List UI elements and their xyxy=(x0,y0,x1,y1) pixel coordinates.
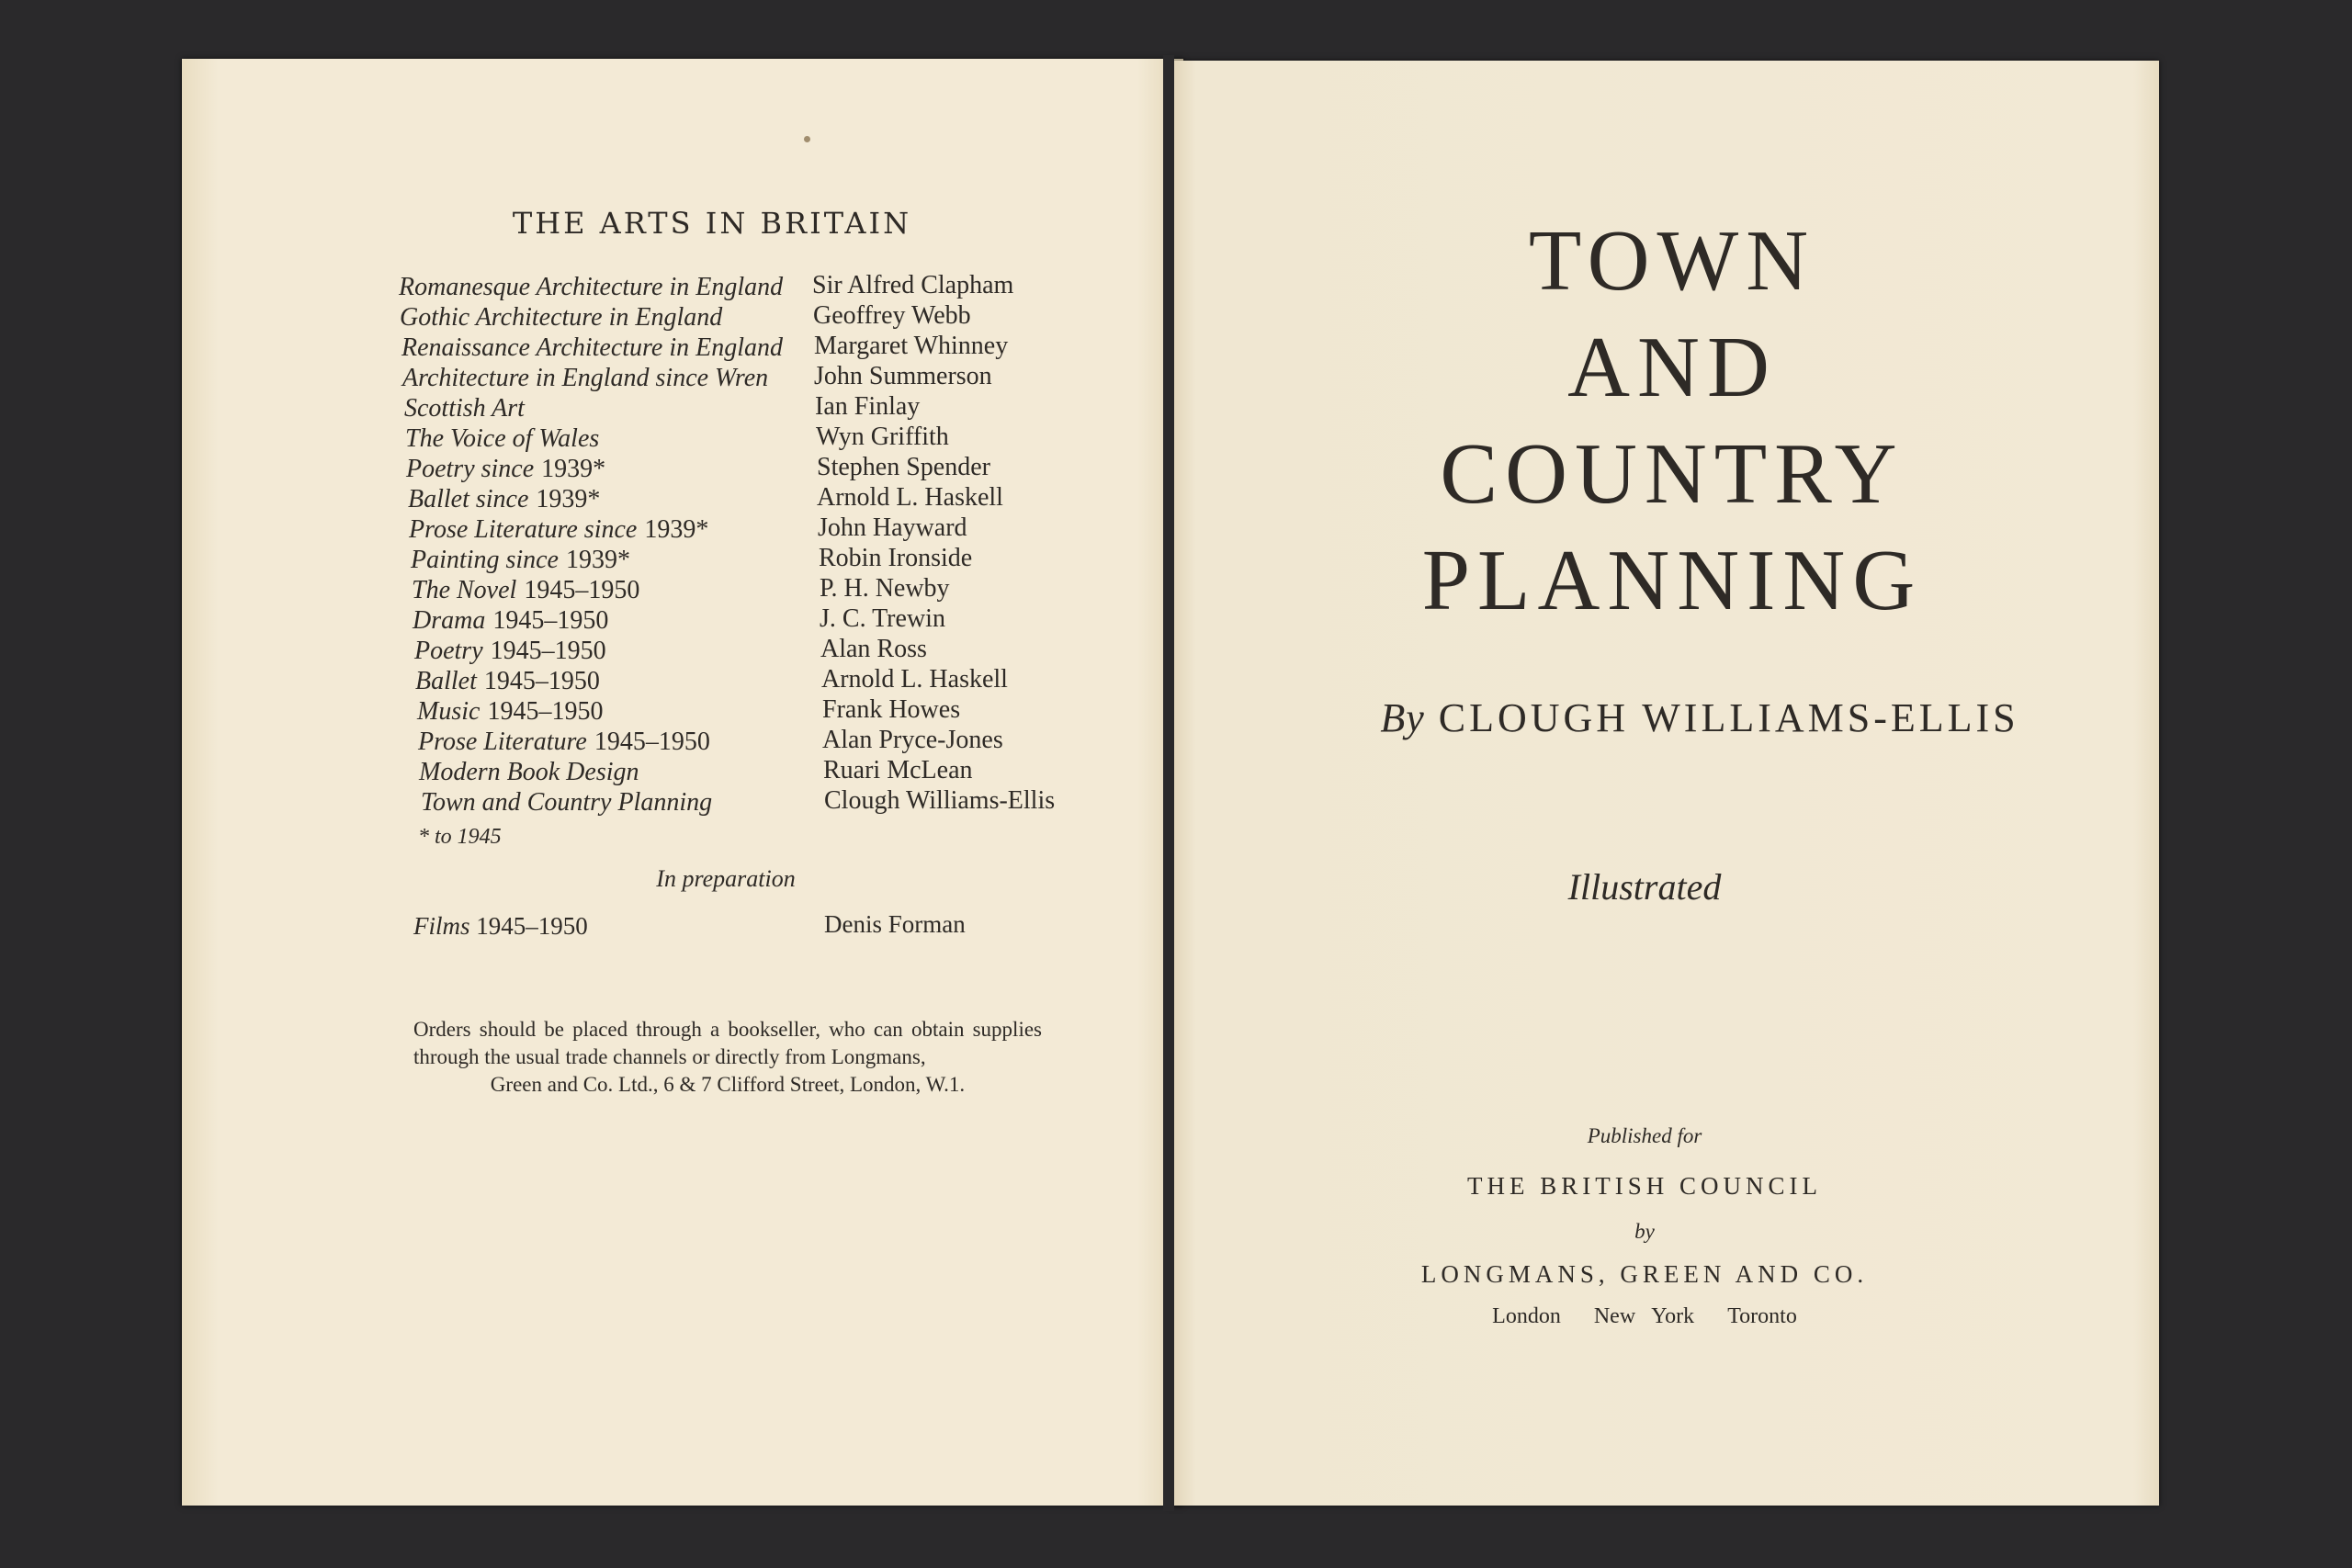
book-title-row xyxy=(399,787,790,818)
book-title: Town and Country Planning xyxy=(421,788,713,817)
by-lower: by xyxy=(1634,1220,1655,1243)
illustrated-note: Illustrated xyxy=(1567,866,1722,908)
book-author: J. C. Trewin xyxy=(820,604,945,633)
book-author: Geoffrey Webb xyxy=(813,301,971,330)
book-title: Gothic Architecture in England xyxy=(400,303,723,332)
book-title-row xyxy=(399,757,790,787)
book-gutter xyxy=(1163,55,1174,1511)
book-title: Drama xyxy=(413,606,486,635)
book-titles-column xyxy=(399,272,790,818)
book-author: Wyn Griffith xyxy=(816,423,949,451)
city-new-york: New York xyxy=(1593,1304,1695,1328)
book-title: The Voice of Wales xyxy=(405,424,600,453)
book-authors-column xyxy=(812,270,1055,816)
publisher-cities xyxy=(1461,1304,1828,1329)
footnote: * to 1945 xyxy=(418,825,502,849)
book-title: Modern Book Design xyxy=(419,758,639,786)
book-title-row xyxy=(399,302,790,333)
byline-by: By xyxy=(1380,695,1425,740)
book-author: Arnold L. Haskell xyxy=(817,483,1003,512)
orders-note xyxy=(413,1016,1042,1099)
book-year: 1939* xyxy=(644,515,709,544)
book-title: Prose Literature since xyxy=(409,515,638,544)
book-year: 1945–1950 xyxy=(492,606,609,635)
book-title: Ballet xyxy=(415,667,477,695)
book-title-row xyxy=(399,363,790,393)
book-title-row xyxy=(399,333,790,363)
book-author: Ian Finlay xyxy=(815,392,921,421)
title-line-3: COUNTRY xyxy=(1440,426,1905,522)
book-author: Margaret Whinney xyxy=(814,332,1009,360)
book-title: Poetry since xyxy=(406,455,535,483)
book-author: Sir Alfred Clapham xyxy=(812,271,1014,299)
book-year: 1939* xyxy=(541,455,606,483)
book-title-row xyxy=(399,484,790,514)
book-title: Ballet since xyxy=(408,485,529,513)
title-line-4: PLANNING xyxy=(1421,533,1923,628)
book-title: Prose Literature xyxy=(418,728,587,756)
in-preparation-year: 1945–1950 xyxy=(476,912,588,940)
title-line-2: AND xyxy=(1567,320,1777,415)
orders-note-last-line: Green and Co. Ltd., 6 & 7 Clifford Street, London, W.1. xyxy=(490,1073,966,1096)
book-title-row xyxy=(399,423,790,454)
book-year: 1939* xyxy=(536,485,601,513)
book-title: Painting since xyxy=(411,546,559,574)
byline xyxy=(1286,694,2113,741)
series-title: THE ARTS IN BRITAIN xyxy=(512,206,912,241)
book-title: The Novel xyxy=(412,576,517,604)
book-title-row xyxy=(399,696,790,727)
british-council: THE BRITISH COUNCIL xyxy=(1467,1172,1822,1200)
book-year: 1939* xyxy=(565,546,630,574)
orders-note-text: Orders should be placed through a bookseller, who can obtain supplies through the usual trade channels or directly from Longmans, xyxy=(413,1018,1042,1068)
book-title: Romanesque Architecture in England xyxy=(399,273,784,301)
in-preparation-title xyxy=(413,912,588,941)
book-title: Music xyxy=(417,697,481,726)
byline-author: CLOUGH WILLIAMS-ELLIS xyxy=(1438,695,2019,740)
book-title-row xyxy=(399,393,790,423)
book-author: Alan Ross xyxy=(820,635,927,663)
book-author: John Summerson xyxy=(814,362,992,390)
book-author: Ruari McLean xyxy=(823,756,973,784)
book-author: Alan Pryce-Jones xyxy=(822,726,1003,754)
book-author: P. H. Newby xyxy=(820,574,950,603)
in-preparation-title-text: Films xyxy=(413,912,470,940)
book-title-row xyxy=(399,605,790,636)
book-year: 1945–1950 xyxy=(490,637,606,665)
paper-mark xyxy=(804,136,810,142)
book-title: Poetry xyxy=(414,637,483,665)
book-year: 1945–1950 xyxy=(524,576,640,604)
book-year: 1945–1950 xyxy=(483,667,600,695)
book-title: Renaissance Architecture in England xyxy=(401,333,783,362)
book-author: John Hayward xyxy=(818,513,967,542)
publisher: LONGMANS, GREEN AND CO. xyxy=(1420,1260,1869,1288)
published-for: Published for xyxy=(1587,1124,1702,1147)
in-preparation-author: Denis Forman xyxy=(824,910,966,938)
book-year: 1945–1950 xyxy=(594,728,710,756)
in-preparation-label: In preparation xyxy=(656,865,796,892)
book-title-row xyxy=(399,545,790,575)
book-author: Arnold L. Haskell xyxy=(821,665,1008,694)
book-title-row xyxy=(399,454,790,484)
title-line-1: TOWN xyxy=(1528,213,1816,309)
book-title-row xyxy=(399,272,790,302)
book-title-row xyxy=(399,666,790,696)
book-title-row xyxy=(399,514,790,545)
book-title-row xyxy=(399,575,790,605)
city-london: London xyxy=(1492,1304,1561,1328)
book-title-row xyxy=(399,727,790,757)
book-title: Architecture in England since Wren xyxy=(402,364,769,392)
book-title: Scottish Art xyxy=(404,394,525,423)
book-year: 1945–1950 xyxy=(487,697,604,726)
book-title-row xyxy=(399,636,790,666)
city-toronto: Toronto xyxy=(1727,1304,1797,1328)
book-author: Clough Williams-Ellis xyxy=(824,786,1056,815)
book-author: Robin Ironside xyxy=(819,544,973,572)
book-author: Stephen Spender xyxy=(817,453,990,481)
book-author: Frank Howes xyxy=(822,695,961,724)
